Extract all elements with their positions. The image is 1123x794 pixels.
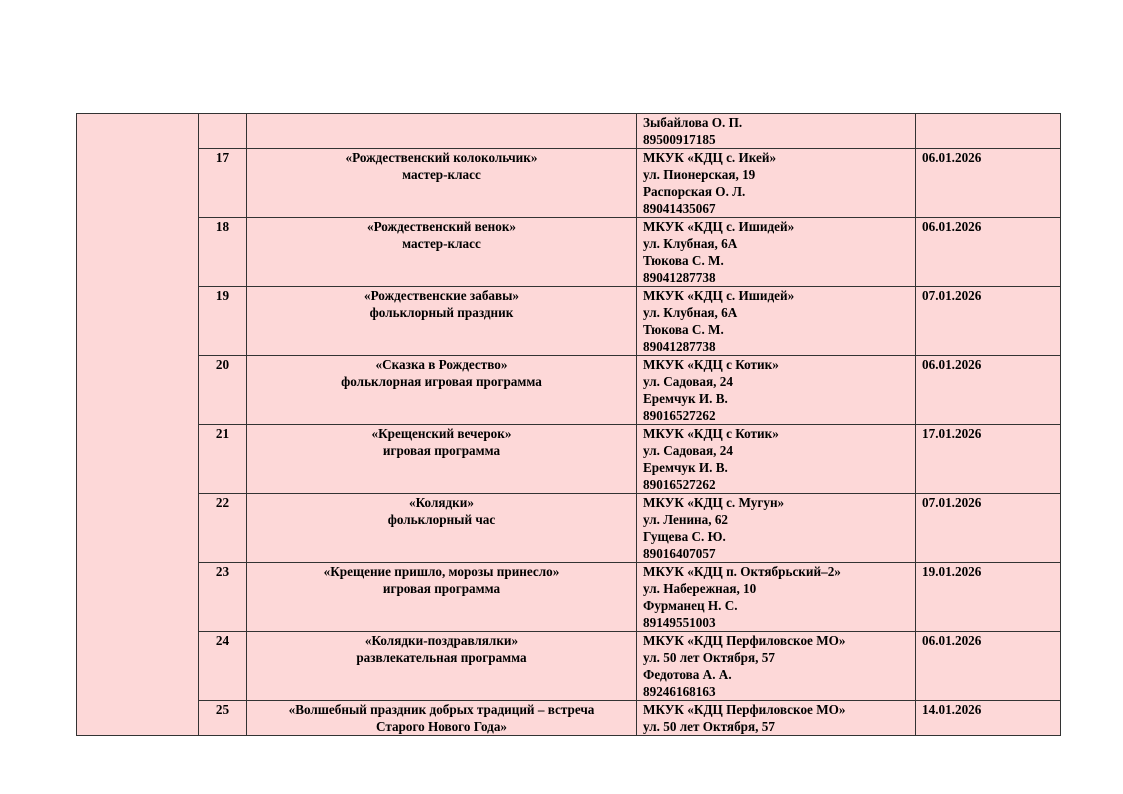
event-type: фольклорный праздник [369, 305, 514, 320]
merged-left-cell [77, 114, 199, 736]
venue-cell [637, 425, 916, 494]
venue-line: Федотова А. А. [643, 667, 732, 682]
event-cell [247, 218, 637, 287]
event-type: мастер-класс [402, 167, 481, 182]
venue-line: ул. Садовая, 24 [643, 374, 733, 389]
venue-line: 89016407057 [643, 546, 716, 561]
venue-cell [637, 287, 916, 356]
venue-cell [637, 632, 916, 701]
event-type: игровая программа [382, 581, 501, 596]
venue-line: 89041287738 [643, 339, 716, 354]
event-type: фольклорный час [387, 512, 496, 527]
venue-line: МКУК «КДЦ с. Мугун» [643, 495, 785, 510]
event-date: 06.01.2026 [916, 218, 1061, 287]
table-row [77, 114, 1061, 149]
venue-line: Фурманец Н. С. [643, 598, 738, 613]
row-number: 17 [199, 149, 247, 218]
venue-line: Распорская О. Л. [643, 184, 746, 199]
event-cell [247, 563, 637, 632]
venue-line: ул. 50 лет Октября, 57 [643, 719, 775, 734]
table-row [77, 425, 1061, 494]
venue-line: ул. Пионерская, 19 [643, 167, 756, 182]
event-date: 06.01.2026 [916, 149, 1061, 218]
row-number: 19 [199, 287, 247, 356]
venue-cell [637, 149, 916, 218]
row-number: 22 [199, 494, 247, 563]
venue-line: 89041435067 [643, 201, 716, 216]
venue-line: МКУК «КДЦ Перфиловское МО» [643, 702, 846, 717]
event-cell [247, 356, 637, 425]
venue-cell [637, 114, 916, 149]
table-row [77, 563, 1061, 632]
event-date: 14.01.2026 [916, 701, 1061, 736]
event-title: «Сказка в Рождество» [375, 357, 508, 372]
event-title: «Рождественский колокольчик» [345, 150, 538, 165]
event-title: «Крещенский вечерок» [371, 426, 512, 441]
event-type: игровая программа [382, 443, 501, 458]
row-number: 24 [199, 632, 247, 701]
event-title: «Колядки» [409, 495, 474, 510]
venue-cell [637, 563, 916, 632]
event-date: 06.01.2026 [916, 632, 1061, 701]
event-title: «Крещение пришло, морозы принесло» [323, 564, 560, 579]
event-cell [247, 425, 637, 494]
venue-line: ул. 50 лет Октября, 57 [643, 650, 775, 665]
venue-line: МКУК «КДЦ с. Икей» [643, 150, 777, 165]
event-type: развлекательная программа [356, 650, 527, 665]
venue-line: Гущева С. Ю. [643, 529, 726, 544]
event-cell [247, 149, 637, 218]
event-type: мастер-класс [402, 236, 481, 251]
venue-line: Еремчук И. В. [643, 460, 728, 475]
venue-line: 89016527262 [643, 408, 716, 423]
venue-line: Зыбайлова О. П. [643, 115, 743, 130]
event-cell [247, 701, 637, 736]
venue-line: ул. Набережная, 10 [643, 581, 757, 596]
venue-line: 89500917185 [643, 132, 716, 147]
event-date: 17.01.2026 [916, 425, 1061, 494]
event-cell [247, 632, 637, 701]
event-title: «Колядки-поздравлялки» [364, 633, 519, 648]
venue-line: 89041287738 [643, 270, 716, 285]
row-number: 25 [199, 701, 247, 736]
event-date: 06.01.2026 [916, 356, 1061, 425]
row-number: 18 [199, 218, 247, 287]
venue-line: ул. Клубная, 6А [643, 236, 738, 251]
table-row [77, 149, 1061, 218]
venue-cell [637, 494, 916, 563]
event-date: 19.01.2026 [916, 563, 1061, 632]
row-number: 21 [199, 425, 247, 494]
venue-line: Еремчук И. В. [643, 391, 728, 406]
venue-line: ул. Ленина, 62 [643, 512, 729, 527]
venue-cell [637, 218, 916, 287]
venue-cell [637, 356, 916, 425]
venue-line: ул. Садовая, 24 [643, 443, 733, 458]
event-type: фольклорная игровая программа [341, 374, 542, 389]
event-cell [247, 287, 637, 356]
venue-line: МКУК «КДЦ с. Ишидей» [643, 219, 795, 234]
event-title: «Волшебный праздник добрых традиций – встреча [288, 702, 595, 717]
venue-line: МКУК «КДЦ с Котик» [643, 426, 779, 441]
venue-line: МКУК «КДЦ с. Ишидей» [643, 288, 795, 303]
table-row [77, 287, 1061, 356]
event-date: 07.01.2026 [916, 494, 1061, 563]
venue-line: МКУК «КДЦ с Котик» [643, 357, 779, 372]
event-type: Старого Нового Года» [375, 719, 508, 734]
table-row [77, 701, 1061, 736]
venue-line: МКУК «КДЦ Перфиловское МО» [643, 633, 846, 648]
row-number: 23 [199, 563, 247, 632]
venue-line: Тюкова С. М. [643, 322, 724, 337]
event-cell [247, 114, 637, 149]
table-row [77, 494, 1061, 563]
venue-line: МКУК «КДЦ п. Октябрьский–2» [643, 564, 841, 579]
venue-line: 89149551003 [643, 615, 716, 630]
row-number [199, 114, 247, 149]
venue-line: Тюкова С. М. [643, 253, 724, 268]
event-title: «Рождественский венок» [366, 219, 517, 234]
row-number: 20 [199, 356, 247, 425]
venue-line: 89016527262 [643, 477, 716, 492]
events-table [76, 113, 1061, 736]
table-row [77, 218, 1061, 287]
venue-cell [637, 701, 916, 736]
event-date: 07.01.2026 [916, 287, 1061, 356]
venue-line: ул. Клубная, 6А [643, 305, 738, 320]
event-cell [247, 494, 637, 563]
table-row [77, 632, 1061, 701]
events-table-body [77, 114, 1061, 736]
event-title: «Рождественские забавы» [363, 288, 520, 303]
event-date [916, 114, 1061, 149]
venue-line: 89246168163 [643, 684, 716, 699]
table-row [77, 356, 1061, 425]
